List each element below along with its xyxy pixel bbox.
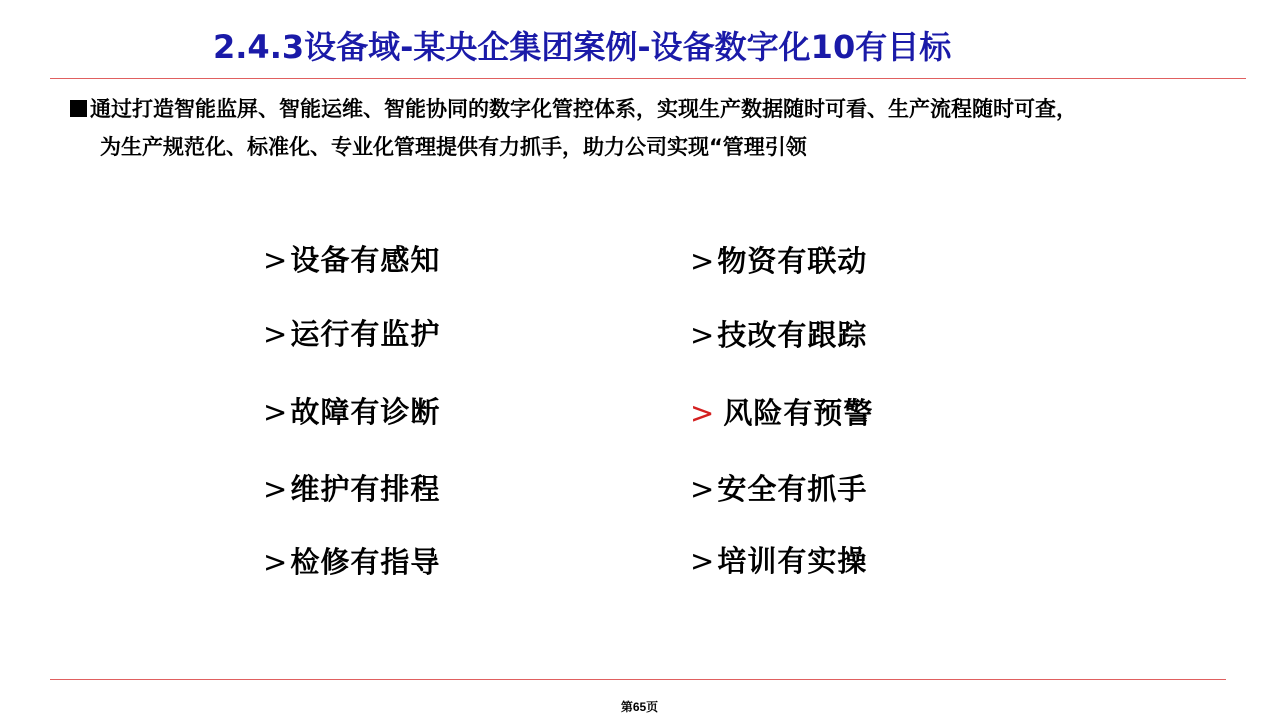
footer-divider — [50, 679, 1226, 680]
goal-text: 培训有实操 — [717, 544, 868, 578]
goal-text: 安全有抓手 — [717, 472, 868, 506]
goal-item-left-1 — [263, 240, 440, 280]
intro-line-1-text: 通过打造智能监屏、智能运维、智能协同的数字化管控体系，实现生产数据随时可看、生产流程随时可查， — [90, 97, 1077, 121]
goal-item-left-4 — [263, 469, 440, 509]
goal-item-left-3 — [263, 392, 440, 432]
chevron-right-icon: > — [263, 395, 289, 429]
goal-item-left-5 — [263, 542, 440, 582]
goal-text: 维护有排程 — [290, 472, 441, 506]
intro-paragraph — [70, 90, 1220, 166]
goal-item-right-2 — [690, 315, 867, 355]
goal-text: 故障有诊断 — [290, 395, 441, 429]
chevron-right-icon: > — [263, 317, 289, 351]
goal-text: 物资有联动 — [717, 244, 868, 278]
goal-text: 运行有监护 — [290, 317, 441, 351]
goal-item-right-4 — [690, 469, 867, 509]
goal-item-right-3 — [690, 393, 873, 433]
goal-item-right-5 — [690, 541, 867, 581]
page-number: 第65页 — [620, 700, 659, 714]
chevron-right-icon: > — [690, 318, 716, 352]
chevron-right-icon: > — [263, 472, 289, 506]
goal-text: 检修有指导 — [290, 545, 441, 579]
goal-text: 设备有感知 — [290, 243, 441, 277]
goal-item-left-2 — [263, 314, 440, 354]
goal-text: 技改有跟踪 — [717, 318, 868, 352]
goal-item-right-1 — [690, 241, 867, 281]
chevron-right-red-icon: > — [690, 396, 716, 430]
goal-text: 风险有预警 — [723, 396, 874, 430]
square-bullet-icon — [70, 100, 87, 117]
chevron-right-icon: > — [690, 244, 716, 278]
intro-line-1 — [70, 90, 1220, 128]
intro-line-2: 为生产规范化、标准化、专业化管理提供有力抓手，助力公司实现“管理引领 — [100, 135, 807, 159]
chevron-right-icon: > — [690, 544, 716, 578]
chevron-right-icon: > — [690, 472, 716, 506]
chevron-right-icon: > — [263, 243, 289, 277]
title-divider — [50, 78, 1246, 79]
chevron-right-icon: > — [263, 545, 289, 579]
slide-title: 2.4.3设备域-某央企集团案例-设备数字化10有目标 — [213, 28, 952, 66]
